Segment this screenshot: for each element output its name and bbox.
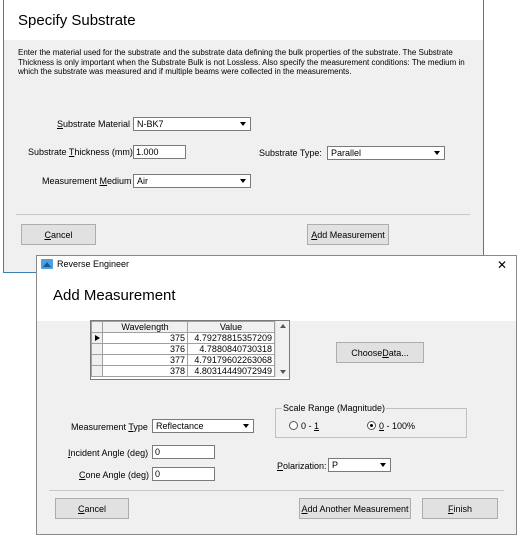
substrate-material-select[interactable] <box>133 117 251 131</box>
substrate-material-value: N-BK7 <box>137 119 164 129</box>
cone-angle-label: Cone Angle (deg) <box>79 470 150 480</box>
polarization-label: Polarization: <box>277 461 327 471</box>
measurement-type-label: Measurement Type <box>71 422 148 432</box>
divider <box>16 214 470 215</box>
substrate-material-label: Substrate Material <box>57 119 131 129</box>
add-another-measurement-button[interactable]: A dd Another Measurement <box>299 498 411 519</box>
chevron-down-icon <box>380 463 386 467</box>
table-scrollbar[interactable] <box>275 321 289 377</box>
incident-angle-label: Incident Angle (deg) <box>68 448 149 458</box>
column-header-value[interactable]: Value <box>188 322 275 333</box>
wavelength-cell[interactable]: 376 <box>103 344 188 355</box>
value-cell[interactable]: 4.7880840730318 <box>188 344 275 355</box>
value-cell[interactable]: 4.80314449072949 <box>188 366 275 377</box>
measurement-type-value: Reflectance <box>156 421 204 431</box>
page-title: Add Measurement <box>53 287 176 304</box>
window-title: Reverse Engineer <box>57 259 130 269</box>
substrate-thickness-field[interactable] <box>133 145 186 159</box>
row-selector[interactable] <box>92 344 103 355</box>
substrate-type-label: Substrate Type: <box>259 148 322 158</box>
table-row[interactable] <box>92 355 275 366</box>
substrate-type-value: Parallel <box>331 148 362 158</box>
measurement-type-select[interactable] <box>152 419 254 433</box>
row-selector[interactable] <box>92 355 103 366</box>
scroll-up-icon[interactable] <box>280 324 286 328</box>
cone-angle-field[interactable] <box>152 467 215 481</box>
substrate-thickness-input[interactable] <box>134 146 185 158</box>
row-selector[interactable] <box>92 333 103 344</box>
scroll-down-icon[interactable] <box>280 370 286 374</box>
row-selector[interactable] <box>92 366 103 377</box>
cancel-button[interactable]: C ancel <box>21 224 96 245</box>
cone-angle-input[interactable] <box>153 468 214 480</box>
chevron-down-icon <box>240 179 246 183</box>
scale-range-0-100-radio[interactable] <box>367 421 376 430</box>
divider <box>49 490 504 491</box>
row-selector-header <box>92 322 103 333</box>
value-cell[interactable]: 4.79179602263068 <box>188 355 275 366</box>
reverse-engineer-app-icon <box>41 259 53 269</box>
choose-data-button[interactable]: Choose D ata... <box>336 342 424 363</box>
finish-button[interactable]: F inish <box>422 498 498 519</box>
value-cell[interactable]: 4.79278815357209 <box>188 333 275 344</box>
chevron-down-icon <box>243 424 249 428</box>
polarization-select[interactable] <box>328 458 391 472</box>
wavelength-cell[interactable]: 378 <box>103 366 188 377</box>
specify-substrate-window <box>3 0 484 273</box>
substrate-type-select[interactable] <box>327 146 445 160</box>
incident-angle-field[interactable] <box>152 445 215 459</box>
add-measurement-button[interactable]: A dd Measurement <box>307 224 389 245</box>
close-icon[interactable]: ✕ <box>497 258 508 272</box>
substrate-thickness-label: Substrate Thickness (mm) <box>28 147 133 157</box>
reverse-engineer-window <box>36 255 517 535</box>
wavelength-cell[interactable]: 377 <box>103 355 188 366</box>
measurement-medium-select[interactable] <box>133 174 251 188</box>
chevron-down-icon <box>240 122 246 126</box>
page-title: Specify Substrate <box>18 12 136 29</box>
measurement-medium-value: Air <box>137 176 148 186</box>
scale-range-0-1-radio[interactable] <box>289 421 298 430</box>
page-description: Enter the material used for the substrate and the substrate data defining the bulk properties of the substrate. The Substrate Thickness is only important when the Substrate Bulk is not Lossless. Also specify the measurement conditions: The medium in which the substrate was measured and if multiple beams were collected in the measurements. <box>18 48 465 76</box>
scale-range-label: Scale Range (Magnitude) <box>283 403 386 413</box>
chevron-down-icon <box>434 151 440 155</box>
column-header-wavelength[interactable]: Wavelength <box>103 322 188 333</box>
polarization-value: P <box>332 460 339 470</box>
wavelength-cell[interactable]: 375 <box>103 333 188 344</box>
measurement-medium-label: Measurement Medium <box>42 176 132 186</box>
incident-angle-input[interactable] <box>153 446 214 458</box>
table-header-row <box>92 322 275 333</box>
table-row[interactable] <box>92 344 275 355</box>
table-row[interactable] <box>92 366 275 377</box>
current-row-icon <box>95 335 100 341</box>
cancel-button[interactable]: C ancel <box>55 498 129 519</box>
table-row[interactable] <box>92 333 275 344</box>
scale-range-0-1-label[interactable]: 0 - 1 <box>301 421 320 431</box>
scale-range-0-100-label[interactable]: 0 - 100% <box>379 421 416 431</box>
measurement-data-table[interactable] <box>90 320 290 380</box>
